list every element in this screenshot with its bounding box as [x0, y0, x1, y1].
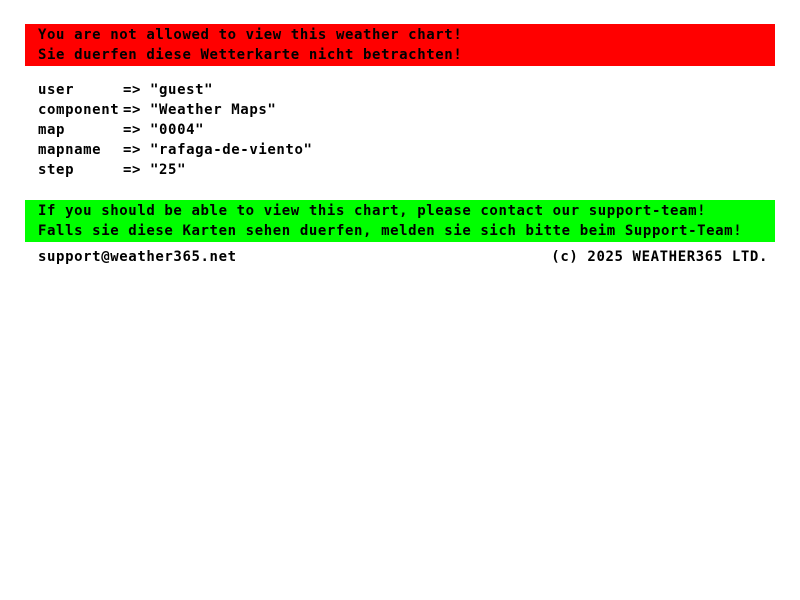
request-params [38, 80, 313, 180]
param-key: map [38, 122, 66, 138]
param-value: "25" [150, 162, 187, 178]
arrow-glyph: => [123, 162, 142, 178]
error-message-en: You are not allowed to view this weather chart! [38, 27, 463, 43]
error-message-de: Sie duerfen diese Wetterkarte nicht betrachten! [38, 47, 463, 63]
param-value: "0004" [150, 122, 205, 138]
arrow-glyph: => [123, 122, 142, 138]
arrow-glyph: => [123, 142, 142, 158]
param-row-step [38, 160, 313, 180]
support-banner [25, 200, 775, 242]
arrow-glyph: => [123, 82, 142, 98]
param-key: mapname [38, 142, 102, 158]
support-email: support@weather365.net [38, 249, 237, 265]
param-key: step [38, 162, 75, 178]
param-value: "guest" [150, 82, 214, 98]
param-row-mapname [38, 140, 313, 160]
param-row-component [38, 100, 313, 120]
error-banner [25, 24, 775, 66]
param-value: "Weather Maps" [150, 102, 277, 118]
param-value: "rafaga-de-viento" [150, 142, 313, 158]
copyright-notice: (c) 2025 WEATHER365 LTD. [551, 249, 768, 265]
param-row-map [38, 120, 313, 140]
footer [38, 247, 768, 267]
support-message-de: Falls sie diese Karten sehen duerfen, melden sie sich bitte beim Support-Team! [38, 223, 743, 239]
param-key: component [38, 102, 120, 118]
param-key: user [38, 82, 75, 98]
param-row-user [38, 80, 313, 100]
arrow-glyph: => [123, 102, 142, 118]
support-message-en: If you should be able to view this chart, please contact our support-team! [38, 203, 707, 219]
